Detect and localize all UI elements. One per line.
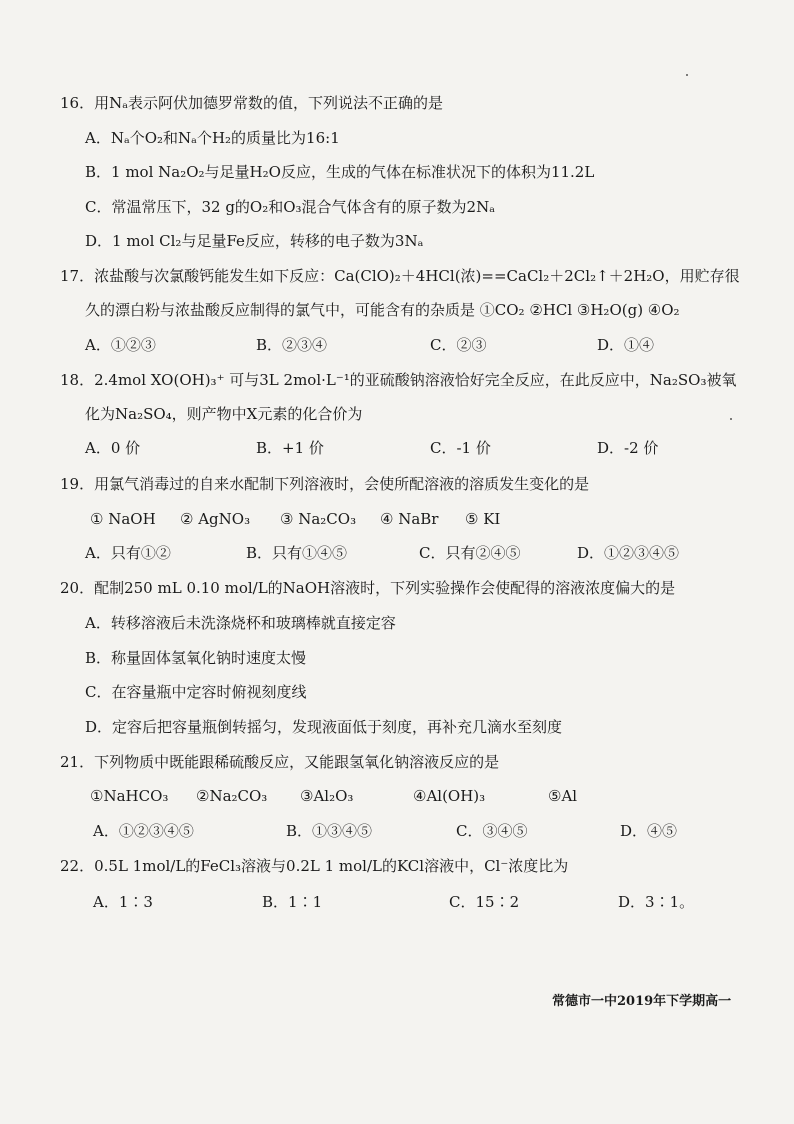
q22-option-d: D．3∶1。	[618, 893, 695, 911]
q19-options	[0, 543, 794, 563]
page-footer: 常德市一中2019年下学期高一	[552, 994, 732, 1009]
q19-item-1: ① NaOH	[90, 510, 156, 528]
scan-speck	[730, 418, 732, 420]
q22-stem: 22．0.5L 1mol/L的FeCl₃溶液与0.2L 1 mol/L的KCl溶液中，Cl⁻浓度比为	[60, 857, 569, 875]
q17-option-d: D．①④	[597, 336, 655, 354]
q16-stem: 16．用Nₐ表示阿伏加德罗常数的值，下列说法不正确的是	[60, 94, 444, 112]
q19-item-4: ④ NaBr	[380, 510, 439, 528]
q22-option-c: C．15∶2	[449, 893, 520, 911]
q21-items	[0, 786, 794, 806]
q16-option-c: C．常温常压下，32 g的O₂和O₃混合气体含有的原子数为2Nₐ	[85, 198, 496, 216]
q21-stem: 21．下列物质中既能跟稀硫酸反应，又能跟氢氧化钠溶液反应的是	[60, 753, 500, 771]
q19-option-a: A．只有①②	[85, 544, 171, 562]
q19-item-3: ③ Na₂CO₃	[280, 510, 357, 528]
q21-item-1: ①NaHCO₃	[90, 787, 169, 805]
q18-options	[0, 438, 794, 458]
q20-option-b: B．称量固体氢氧化钠时速度太慢	[85, 649, 307, 667]
q21-option-c: C．③④⑤	[456, 822, 528, 840]
q17-stem-line2: 久的漂白粉与浓盐酸反应制得的氯气中，可能含有的杂质是 ①CO₂ ②HCl ③H₂O(g) ④O₂	[85, 301, 680, 319]
q18-stem-line2: 化为Na₂SO₄，则产物中X元素的化合价为	[85, 405, 363, 423]
q17-option-b: B．②③④	[256, 336, 328, 354]
q20-stem: 20．配制250 mL 0.10 mol/L的NaOH溶液时，下列实验操作会使配得的溶液浓度偏大的是	[60, 579, 676, 597]
q21-item-3: ③Al₂O₃	[300, 787, 354, 805]
q18-option-c: C．-1 价	[430, 439, 491, 457]
q17-stem-line1: 17．浓盐酸与次氯酸钙能发生如下反应：Ca(ClO)₂＋4HCl(浓)==CaCl₂＋2Cl₂↑＋2H₂O，用贮存很	[60, 267, 740, 285]
q22-options	[0, 892, 794, 912]
q21-options	[0, 821, 794, 841]
q21-item-5: ⑤Al	[548, 787, 578, 805]
q18-option-b: B．+1 价	[256, 439, 324, 457]
q20-option-d: D．定容后把容量瓶倒转摇匀，发现液面低于刻度，再补充几滴水至刻度	[85, 718, 563, 736]
q17-option-a: A．①②③	[85, 336, 156, 354]
q16-option-d: D．1 mol Cl₂与足量Fe反应，转移的电子数为3Nₐ	[85, 232, 424, 250]
q19-option-d: D．①②③④⑤	[577, 544, 680, 562]
q18-stem-line1: 18．2.4mol XO(OH)₃⁺ 可与3L 2mol·L⁻¹的亚硫酸钠溶液恰好完全反应，在此反应中，Na₂SO₃被氧	[60, 371, 737, 389]
q18-option-a: A．0 价	[85, 439, 141, 457]
q18-option-d: D．-2 价	[597, 439, 659, 457]
q20-option-c: C．在容量瓶中定容时俯视刻度线	[85, 683, 307, 701]
q22-option-a: A．1∶3	[93, 893, 153, 911]
q16-option-b: B．1 mol Na₂O₂与足量H₂O反应，生成的气体在标准状况下的体积为11.2L	[85, 163, 595, 181]
q19-item-5: ⑤ KI	[465, 510, 501, 528]
q21-option-b: B．①③④⑤	[286, 822, 373, 840]
q19-items	[0, 509, 794, 529]
q19-item-2: ② AgNO₃	[180, 510, 251, 528]
q17-options	[0, 335, 794, 355]
q22-option-b: B．1∶1	[262, 893, 323, 911]
q21-option-a: A．①②③④⑤	[93, 822, 194, 840]
scan-speck	[686, 74, 688, 76]
q19-option-c: C．只有②④⑤	[419, 544, 521, 562]
q19-option-b: B．只有①④⑤	[246, 544, 348, 562]
q17-option-c: C．②③	[430, 336, 487, 354]
q16-option-a: A．Nₐ个O₂和Nₐ个H₂的质量比为16:1	[85, 129, 340, 147]
q19-stem: 19．用氯气消毒过的自来水配制下列溶液时，会使所配溶液的溶质发生变化的是	[60, 475, 590, 493]
q20-option-a: A．转移溶液后未洗涤烧杯和玻璃棒就直接定容	[85, 614, 396, 632]
q21-item-2: ②Na₂CO₃	[196, 787, 268, 805]
q21-item-4: ④Al(OH)₃	[413, 787, 486, 805]
q21-option-d: D．④⑤	[620, 822, 678, 840]
